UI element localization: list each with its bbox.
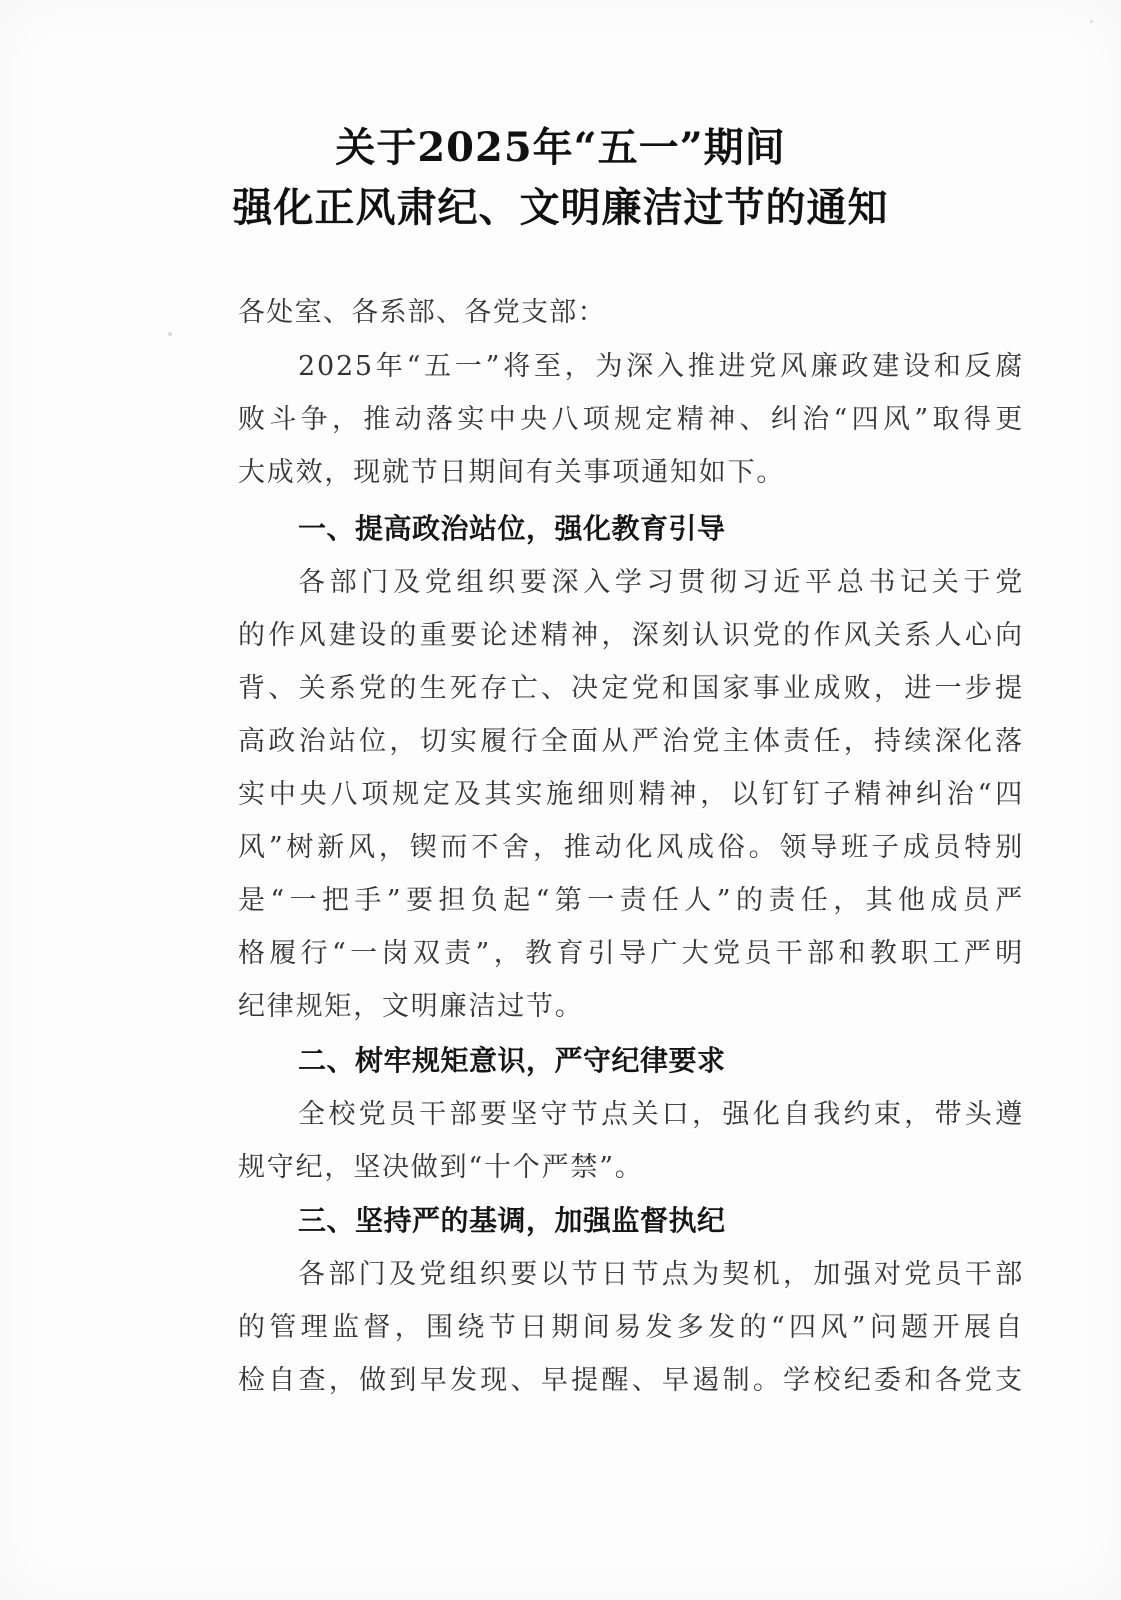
scan-speck xyxy=(1090,20,1093,23)
section-1-line: 是“一把手”要担负起“第一责任人”的责任，其他成员严 xyxy=(238,885,1024,916)
section-1-line: 实中央八项规定及其实施细则精神，以钉钉子精神纠治“四 xyxy=(238,779,1024,810)
scan-speck xyxy=(168,332,172,336)
intro-line: 大成效，现就节日期间有关事项通知如下。 xyxy=(238,457,786,488)
section-1-line: 高政治站位，切实履行全面从严治党主体责任，持续深化落 xyxy=(238,726,1024,757)
intro-line: 2025年“五一”将至，为深入推进党风廉政建设和反腐 xyxy=(298,351,1024,382)
title-line-2: 强化正风肃纪、文明廉洁过节的通知 xyxy=(232,184,889,231)
section-3-line: 检自查，做到早发现、早提醒、早遏制。学校纪委和各党支 xyxy=(238,1365,1024,1396)
section-1-heading: 一、提高政治站位，强化教育引导 xyxy=(298,512,726,545)
section-3-line: 的管理监督，围绕节日期间易发多发的“四风”问题开展自 xyxy=(238,1312,1024,1343)
section-3-heading: 三、坚持严的基调，加强监督执纪 xyxy=(298,1204,726,1237)
section-3-line: 各部门及党组织要以节日节点为契机，加强对党员干部 xyxy=(298,1259,1024,1290)
section-1-line: 纪律规矩，文明廉洁过节。 xyxy=(238,991,584,1022)
section-1-line: 各部门及党组织要深入学习贯彻习近平总书记关于党 xyxy=(298,567,1024,598)
section-1-line: 格履行“一岗双责”，教育引导广大党员干部和教职工严明 xyxy=(238,938,1024,969)
title-line-1: 关于2025年“五一”期间 xyxy=(335,124,786,171)
document-title xyxy=(0,118,1121,238)
section-1-line: 风”树新风，锲而不舍，推动化风成俗。领导班子成员特别 xyxy=(238,832,1024,863)
section-2-line: 规守纪，坚决做到“十个严禁”。 xyxy=(238,1152,644,1183)
intro-line: 败斗争，推动落实中央八项规定精神、纠治“四风”取得更 xyxy=(238,404,1024,435)
section-2-line: 全校党员干部要坚守节点关口，强化自我约束，带头遵 xyxy=(298,1099,1024,1130)
section-1-line: 背、关系党的生死存亡、决定党和国家事业成败，进一步提 xyxy=(238,673,1024,704)
section-1-line: 的作风建设的重要论述精神，深刻认识党的作风关系人心向 xyxy=(238,620,1024,651)
section-2-heading: 二、树牢规矩意识，严守纪律要求 xyxy=(298,1044,726,1077)
salutation: 各处室、各系部、各党支部： xyxy=(238,297,606,328)
